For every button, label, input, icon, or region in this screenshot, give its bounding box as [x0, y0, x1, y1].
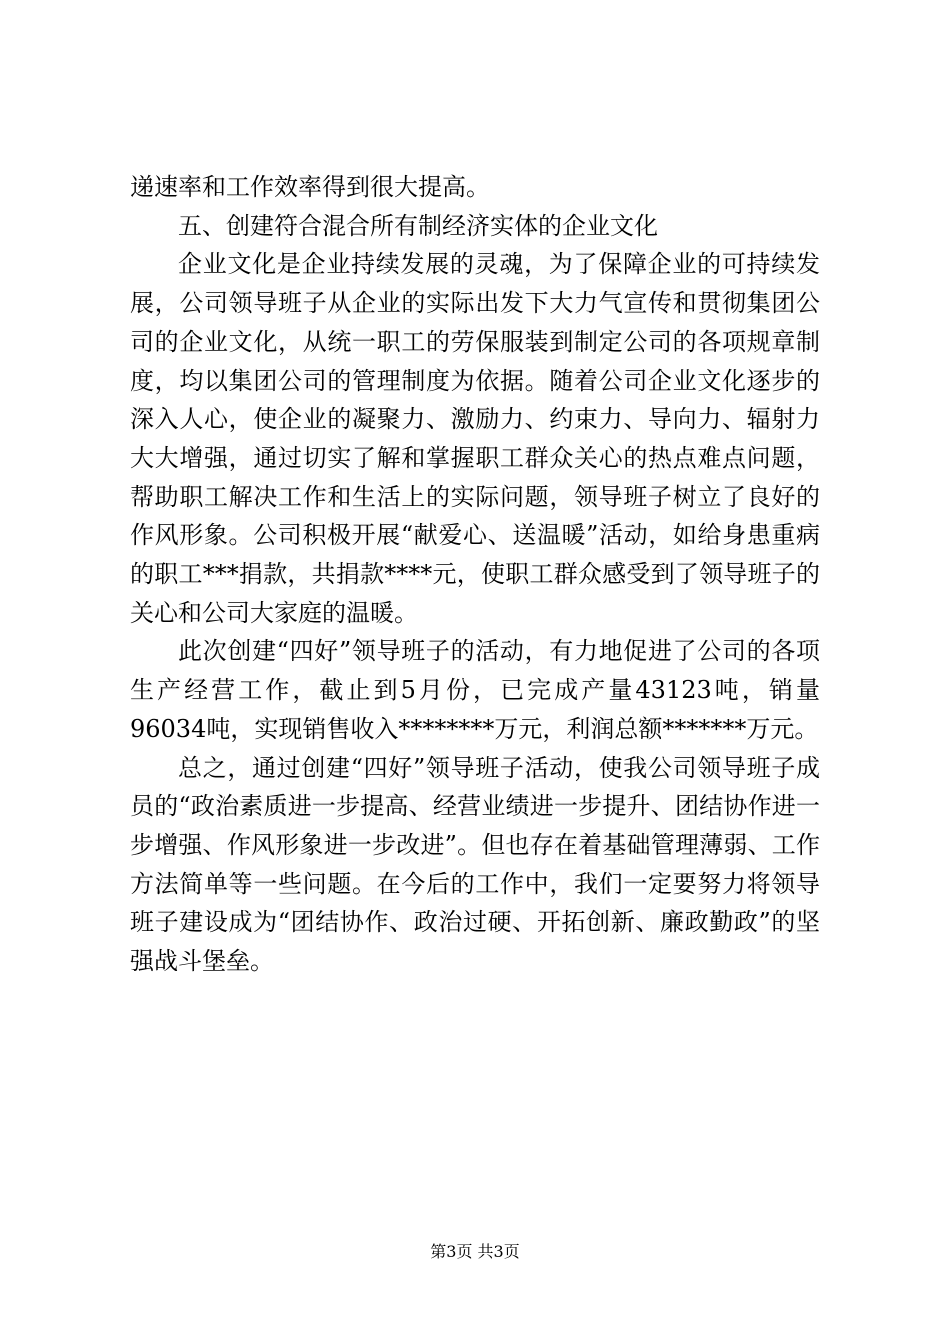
paragraph-activity-results: 此次创建“四好”领导班子的活动，有力地促进了公司的各项生产经营工作，截止到5月份，已完成产量43123吨，销量96034吨，实现销售收入********万元，利润总额*******万元。	[130, 637, 820, 743]
paragraph-continuation: 递速率和工作效率得到很大提高。	[130, 173, 490, 201]
paragraph-corporate-culture: 企业文化是企业持续发展的灵魂，为了保障企业的可持续发展，公司领导班子从企业的实际出发下大力气宣传和贯彻集团公司的企业文化，从统一职工的劳保服装到制定公司的各项规章制度，均以集团公司的管理制度为依据。随着公司企业文化逐步的深入人心，使企业的凝聚力、激励力、约束力、导向力、辐射力大大增强，通过切实了解和掌握职工群众关心的热点难点问题，帮助职工解决工作和生活上的实际问题，领导班子树立了良好的作风形象。公司积极开展“献爱心、送温暖”活动，如给身患重病的职工***捐款，共捐款****元，使职工群众感受到了领导班子的关心和公司大家庭的温暖。	[130, 250, 820, 627]
paragraph-summary: 总之，通过创建“四好”领导班子活动，使我公司领导班子成员的“政治素质进一步提高、经营业绩进一步提升、团结协作进一步增强、作风形象进一步改进”。但也存在着基础管理薄弱、工作方法简单等一些问题。在今后的工作中，我们一定要努力将领导班子建设成为“团结协作、政治过硬、开拓创新、廉政勤政”的坚强战斗堡垒。	[130, 753, 820, 976]
section-heading: 五、创建符合混合所有制经济实体的企业文化	[178, 211, 658, 240]
document-body	[130, 168, 820, 981]
page-number-footer: 第3页 共3页	[430, 1242, 520, 1261]
